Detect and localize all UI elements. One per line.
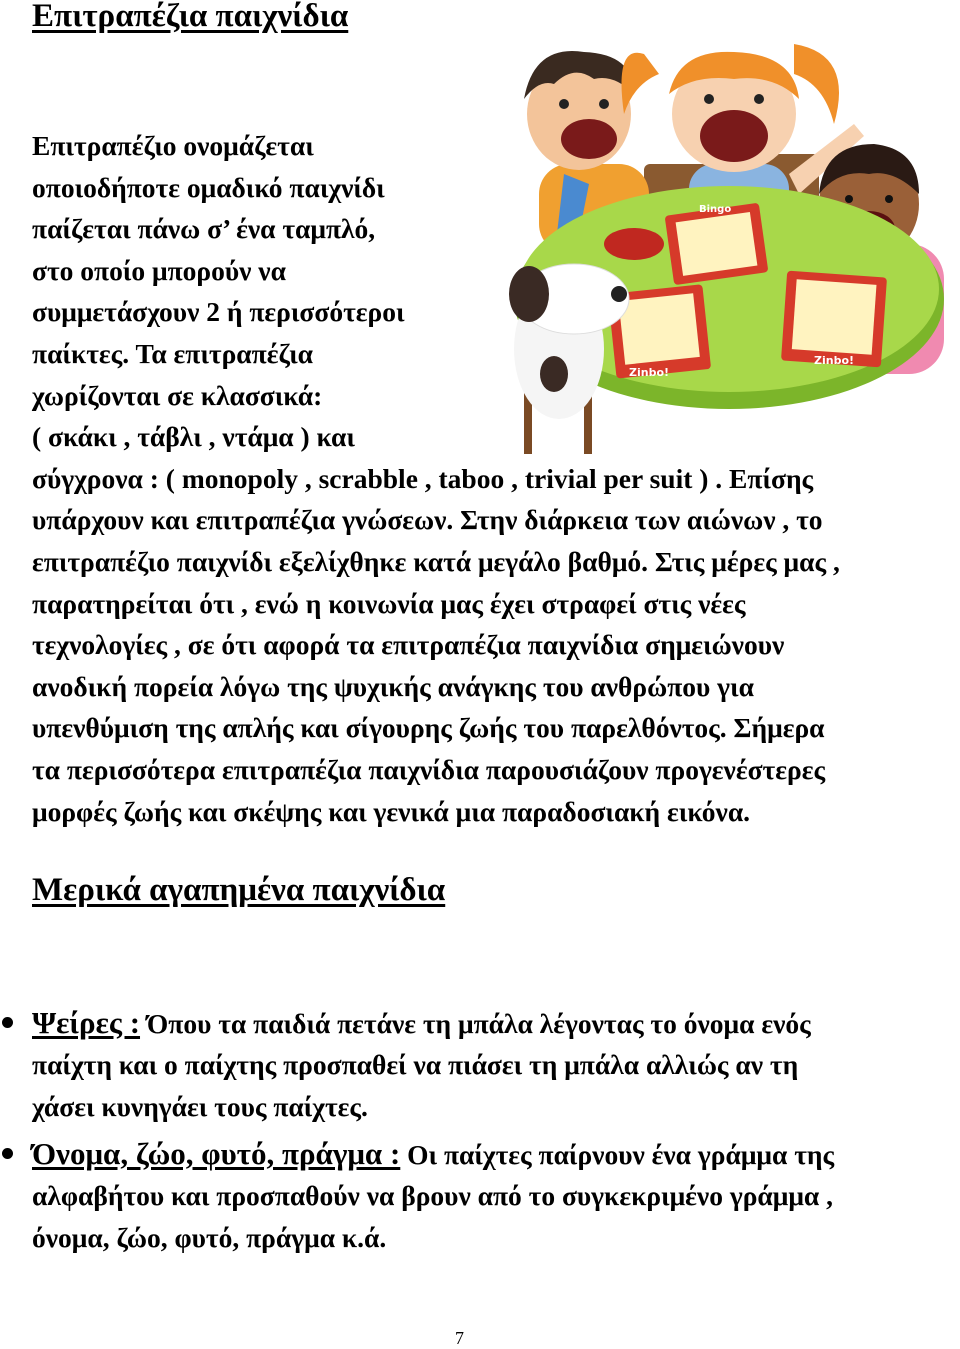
intro-line: τα περισσότερα επιτραπέζια παιχνίδια παρουσιάζουν προγενέστερες bbox=[32, 753, 826, 785]
list-item bbox=[0, 1002, 960, 1128]
game-description: χάσει κυνηγάει τους παίχτες. bbox=[32, 1091, 368, 1122]
boy-eye bbox=[599, 99, 609, 109]
girl-pigtail bbox=[622, 53, 660, 114]
page-title: Επιτραπέζια παιχνίδια bbox=[32, 0, 349, 34]
section-heading: Μερικά αγαπημένα παιχνίδια bbox=[32, 872, 446, 908]
girl-pigtail bbox=[794, 44, 839, 124]
intro-line: συμμετάσχουν 2 ή περισσότεροι bbox=[32, 296, 405, 328]
girl-eye bbox=[754, 94, 764, 104]
game-description: παίχτη και ο παίχτης προσπαθεί να πιάσει τη μπάλα αλλιώς αν τη bbox=[32, 1049, 799, 1080]
intro-line: ( σκάκι , τάβλι , ντάμα ) και bbox=[32, 421, 355, 453]
intro-line: Επιτραπέζιο ονομάζεται bbox=[32, 130, 314, 161]
intro-line: παίκτες. Τα επιτραπέζια bbox=[32, 337, 314, 369]
board-label: Zinbo! bbox=[629, 366, 670, 379]
intro-line: επιτραπέζιο παιχνίδι εξελίχθηκε κατά μεγάλο βαθμό. Στις μέρες μας , bbox=[32, 545, 840, 577]
list-item bbox=[0, 1133, 960, 1259]
favorite-games-list bbox=[0, 1002, 960, 1259]
girl-eye bbox=[704, 94, 714, 104]
bullet-icon bbox=[2, 1148, 13, 1159]
intro-line: ανοδική πορεία λόγω της ψυχικής ανάγκης του ανθρώπου για bbox=[32, 670, 754, 702]
page-number: 7 bbox=[455, 1328, 464, 1348]
boy-eye bbox=[559, 99, 569, 109]
intro-paragraph bbox=[32, 125, 952, 832]
board-label: Bingo bbox=[699, 204, 732, 215]
intro-line: παρατηρείται ότι , ενώ η κοινωνία μας έχει στραφεί στις νέες bbox=[32, 587, 746, 619]
intro-line: παίζεται πάνω σ’ ένα ταμπλό, bbox=[32, 213, 376, 245]
game-term: Όνομα, ζώο, φυτό, πράγμα : bbox=[32, 1136, 401, 1171]
intro-line: σύγχρονα : ( monopoly , scrabble , taboo , trivial per suit ) . Επίσης bbox=[32, 462, 814, 494]
intro-line: χωρίζονται σε κλασσικά: bbox=[32, 379, 323, 411]
game-term: Ψείρες : bbox=[32, 1005, 141, 1040]
intro-line: τεχνολογίες , σε ότι αφορά τα επιτραπέζια παιχνίδια σημειώνουν bbox=[32, 629, 785, 661]
intro-line: στο οποίο μπορούν να bbox=[32, 254, 286, 286]
bullet-icon bbox=[2, 1017, 13, 1028]
intro-line: υπενθύμιση της απλής και σίγουρης ζωής του παρελθόντος. Σήμερα bbox=[32, 712, 825, 744]
game-description: αλφαβήτου και προσπαθούν να βρουν από το συγκεκριμένο γράμμα , bbox=[32, 1180, 834, 1211]
game-description: Οι παίχτες παίρνουν ένα γράμμα της bbox=[400, 1139, 835, 1170]
board-label: Zinbo! bbox=[814, 354, 855, 367]
game-description: όνομα, ζώο, φυτό, πράγμα κ.ά. bbox=[32, 1222, 387, 1253]
intro-line: οποιοδήποτε ομαδικό παιχνίδι bbox=[32, 171, 385, 203]
game-description: Όπου τα παιδιά πετάνε τη μπάλα λέγοντας το όνομα ενός bbox=[140, 1008, 811, 1039]
intro-line: μορφές ζωής και σκέψης και γενικά μια παραδοσιακή εικόνα. bbox=[32, 795, 751, 827]
intro-line: υπάρχουν και επιτραπέζια γνώσεων. Στην διάρκεια των αιώνων , το bbox=[32, 504, 823, 536]
